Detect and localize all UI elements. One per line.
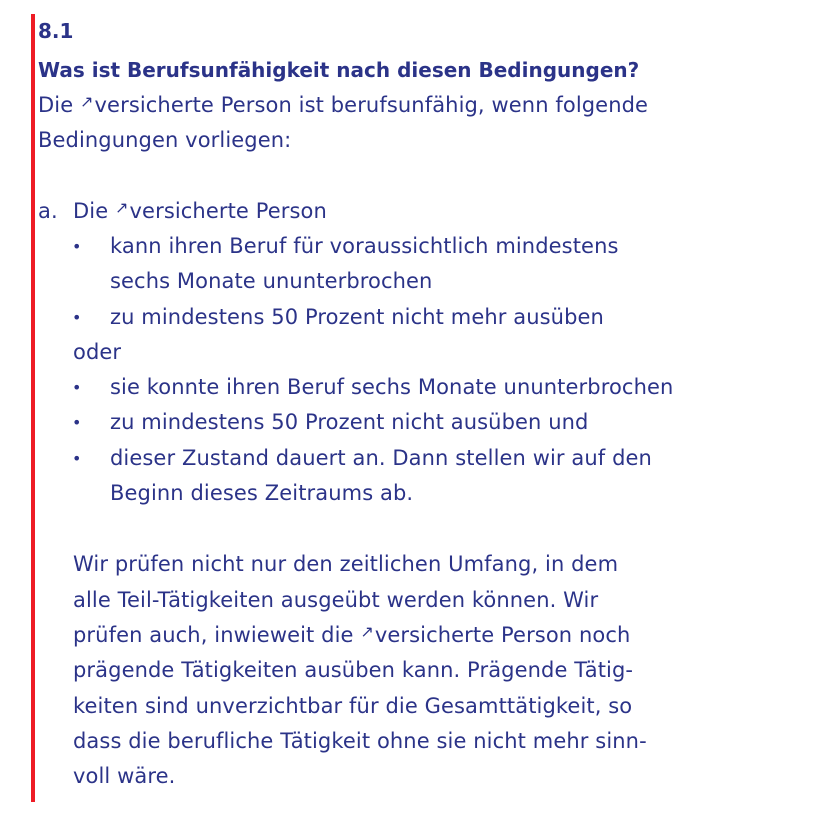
list-item: kann ihren Beruf für voraussichtlich mindestens <box>110 234 619 258</box>
paragraph-line-6: dass die berufliche Tätigkeit ohne sie nicht mehr sinn- <box>73 729 647 753</box>
link-arrow-icon: ↗ <box>360 622 374 641</box>
paragraph-line-7: voll wäre. <box>73 764 176 788</box>
glossary-link-versicherte-person[interactable]: versicherte Person noch <box>374 623 631 647</box>
intro-line-2: Bedingungen vorliegen: <box>38 128 292 152</box>
list-a-prefix: Die <box>73 199 116 223</box>
paragraph-line-2: alle Teil-Tätigkeiten ausgeübt werden können. Wir <box>73 588 599 612</box>
section-number: 8.1 <box>38 19 74 43</box>
section-heading: Was ist Berufsunfähigkeit nach diesen Bedingungen? <box>38 58 640 82</box>
list-item: Beginn dieses Zeitraums ab. <box>110 481 414 505</box>
paragraph-line-3-prefix: prüfen auch, inwieweit die <box>73 623 361 647</box>
list-connector: oder <box>73 340 122 364</box>
list-item: sie konnte ihren Beruf sechs Monate ununterbrochen <box>110 375 674 399</box>
intro-line-1 <box>38 90 648 122</box>
list-item: zu mindestens 50 Prozent nicht ausüben und <box>110 410 589 434</box>
bullet-icon: • <box>72 237 82 256</box>
list-item: dieser Zustand dauert an. Dann stellen wir auf den <box>110 446 652 470</box>
link-arrow-icon: ↗ <box>80 92 94 111</box>
paragraph-line-5: keiten sind unverzichtbar für die Gesamttätigkeit, so <box>73 694 633 718</box>
paragraph-line-1: Wir prüfen nicht nur den zeitlichen Umfang, in dem <box>73 552 619 576</box>
paragraph-line-4: prägende Tätigkeiten ausüben kann. Prägende Tätig- <box>73 658 634 682</box>
intro-prefix: Die <box>38 93 81 117</box>
glossary-link-versicherte-person[interactable]: versicherte Person ist berufsunfähig, wenn folgende <box>94 93 649 117</box>
glossary-link-versicherte-person[interactable]: versicherte Person <box>129 199 327 223</box>
section-marker-bar <box>31 14 35 802</box>
bullet-icon: • <box>72 449 82 468</box>
list-item: sechs Monate ununterbrochen <box>110 269 433 293</box>
bullet-icon: • <box>72 413 82 432</box>
link-arrow-icon: ↗ <box>115 198 129 217</box>
bullet-icon: • <box>72 378 82 397</box>
list-a-intro <box>73 196 327 228</box>
list-marker-a: a. <box>38 199 58 223</box>
paragraph-line-3 <box>73 620 630 652</box>
bullet-icon: • <box>72 308 82 327</box>
list-item: zu mindestens 50 Prozent nicht mehr ausüben <box>110 305 604 329</box>
